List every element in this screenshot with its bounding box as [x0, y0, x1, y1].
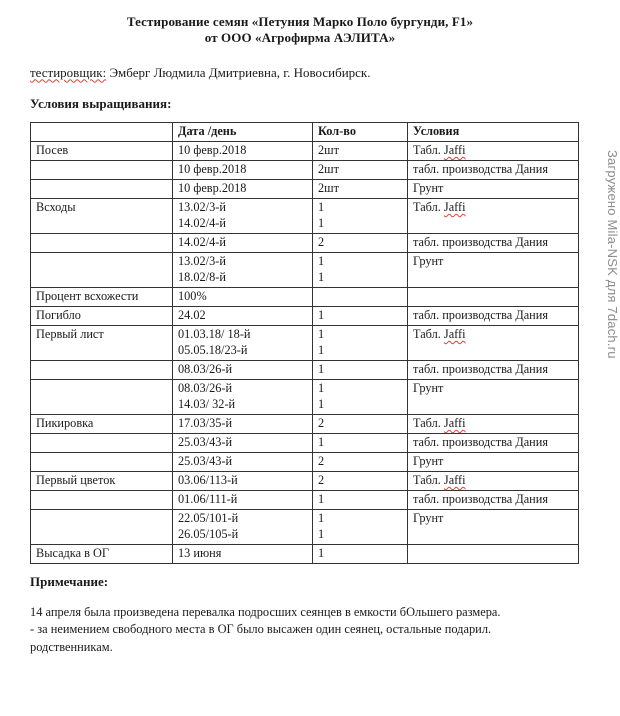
table-row [31, 199, 579, 234]
cell-stage: Высадка в ОГ [31, 544, 173, 563]
cell-date [173, 142, 313, 161]
cell-stage [31, 379, 173, 414]
quantity-value: 2шт [318, 181, 339, 196]
cell-stage: Посев [31, 142, 173, 161]
quantity-value: 1 [318, 253, 325, 268]
table-row [31, 234, 579, 253]
cell-date [173, 379, 313, 414]
table-body [31, 142, 579, 564]
cell-date [173, 325, 313, 360]
cell-quantity [313, 414, 408, 433]
date-value: 13 июня [178, 545, 222, 560]
document-title [0, 0, 600, 47]
cell-stage [31, 252, 173, 287]
cell-conditions: табл. производства Дания [408, 306, 579, 325]
cell-conditions: Табл. Jaffi [408, 471, 579, 490]
quantity-value: 2 [318, 235, 325, 249]
table-row [31, 544, 579, 563]
cell-conditions: Грунт [408, 452, 579, 471]
cell-stage [31, 234, 173, 253]
cell-date [173, 199, 313, 234]
cell-date [173, 234, 313, 253]
date-value: 14.02/4-й [178, 235, 226, 249]
cell-quantity [313, 161, 408, 180]
cell-date [173, 252, 313, 287]
date-value: 14.03/ 32-й [178, 396, 236, 411]
table-row [31, 287, 579, 306]
quantity-value: 1 [318, 380, 325, 395]
conditions-brand: Jaffi [443, 472, 466, 487]
quantity-value: 1 [318, 361, 325, 376]
quantity-value: 1 [318, 200, 325, 215]
cell-conditions [408, 544, 579, 563]
cell-conditions: табл. производства Дания [408, 433, 579, 452]
cell-date [173, 490, 313, 509]
cell-quantity [313, 252, 408, 287]
table-row [31, 471, 579, 490]
cell-quantity [313, 490, 408, 509]
growing-conditions-table [30, 122, 579, 564]
cell-stage [31, 180, 173, 199]
cell-quantity [313, 360, 408, 379]
cell-quantity [313, 287, 408, 306]
tester-value: Эмберг Людмила Дмитриевна, г. Новосибирск. [109, 64, 371, 80]
date-value: 17.03/35-й [178, 415, 233, 430]
title-line-2: от ООО «Агрофирма АЭЛИТА» [204, 30, 396, 46]
cell-date [173, 161, 313, 180]
cell-quantity [313, 234, 408, 253]
date-value: 10 февр.2018 [178, 181, 247, 196]
date-value: 13.02/3-й [178, 200, 226, 215]
quantity-value: 2 [318, 453, 325, 468]
quantity-value: 1 [318, 342, 325, 357]
date-value: 25.03/43-й [178, 434, 233, 449]
conditions-brand: Jaffi [443, 415, 466, 430]
cell-stage: Пикировка [31, 414, 173, 433]
quantity-value: 1 [318, 269, 325, 284]
date-value: 08.03/26-й [178, 361, 233, 376]
notes-body [30, 604, 570, 657]
quantity-value: 1 [318, 326, 325, 341]
date-value: 01.03.18/ 18-й [178, 326, 251, 341]
cell-stage: Процент всхожести [31, 287, 173, 306]
table-header-row [31, 123, 579, 142]
table-row [31, 379, 579, 414]
header-stage [31, 123, 173, 142]
table-row [31, 433, 579, 452]
quantity-value: 1 [318, 434, 325, 449]
date-value: 01.06/111-й [178, 491, 238, 506]
cell-date [173, 471, 313, 490]
cell-conditions: табл. производства Дания [408, 360, 579, 379]
cell-stage [31, 360, 173, 379]
cell-stage [31, 452, 173, 471]
cell-conditions: Табл. Jaffi [408, 199, 579, 234]
header-conditions: Условия [408, 123, 579, 142]
cell-conditions: Грунт [408, 509, 579, 544]
cell-conditions: табл. производства Дания [408, 490, 579, 509]
table-row [31, 142, 579, 161]
header-qty: Кол-во [313, 123, 408, 142]
cell-quantity [313, 325, 408, 360]
table-row [31, 452, 579, 471]
table-row [31, 509, 579, 544]
quantity-value: 1 [318, 545, 325, 560]
cell-date [173, 306, 313, 325]
date-value: 05.05.18/23-й [178, 342, 248, 357]
cell-conditions: Табл. Jaffi [408, 414, 579, 433]
cell-stage: Первый цветок [31, 471, 173, 490]
cell-conditions: Грунт [408, 252, 579, 287]
tester-line [30, 65, 600, 81]
cell-stage: Первый лист [31, 325, 173, 360]
cell-stage: Всходы [31, 199, 173, 234]
notes-paragraph-1: 14 апреля была произведена перевалка подросших сеянцев в емкости бОльшего размера. [30, 604, 501, 619]
date-value: 13.02/3-й [178, 253, 226, 268]
table-row [31, 252, 579, 287]
date-value: 22.05/101-й [178, 510, 239, 525]
table-row [31, 161, 579, 180]
cell-date [173, 452, 313, 471]
quantity-value: 1 [318, 526, 325, 541]
cell-conditions: Табл. Jaffi [408, 325, 579, 360]
date-value: 10 февр.2018 [178, 162, 247, 177]
watermark: Загружено Mila-NSK для 7dach.ru [605, 150, 620, 359]
growing-conditions-table-wrap [30, 122, 578, 564]
table-row [31, 360, 579, 379]
cell-date [173, 433, 313, 452]
date-value: 03.06/113-й [178, 472, 238, 487]
notes-title: Примечание: [30, 573, 109, 589]
quantity-value: 1 [318, 307, 325, 322]
notes-paragraph-2: - за неимением свободного места в ОГ было высажен один сеянец, остальные подарил. родственникам. [30, 622, 492, 654]
cell-quantity [313, 544, 408, 563]
quantity-value: 1 [318, 396, 325, 411]
quantity-value: 2 [318, 415, 325, 430]
cell-quantity [313, 452, 408, 471]
cell-stage [31, 490, 173, 509]
conditions-brand: Jaffi [443, 200, 466, 215]
cell-stage [31, 161, 173, 180]
cell-quantity [313, 509, 408, 544]
date-value: 24.02 [178, 307, 206, 322]
date-value: 26.05/105-й [178, 526, 239, 541]
cell-quantity [313, 180, 408, 199]
date-value: 18.02/8-й [178, 269, 226, 284]
cell-conditions: Табл. Jaffi [408, 142, 579, 161]
growing-conditions-heading: Условия выращивания: [30, 96, 172, 112]
table-row [31, 306, 579, 325]
quantity-value: 2шт [318, 162, 339, 177]
date-value: 14.02/4-й [178, 216, 226, 231]
cell-stage: Погибло [31, 306, 173, 325]
cell-quantity [313, 306, 408, 325]
cell-date [173, 287, 313, 306]
cell-date [173, 414, 313, 433]
cell-date [173, 360, 313, 379]
cell-quantity [313, 379, 408, 414]
conditions-brand: Jaffi [443, 143, 466, 158]
cell-date [173, 509, 313, 544]
title-line-1: Тестирование семян «Петуния Марко Поло бургунди, F1» [126, 14, 474, 29]
quantity-value: 1 [318, 216, 325, 231]
cell-quantity [313, 199, 408, 234]
cell-conditions: Грунт [408, 379, 579, 414]
cell-conditions: табл. производства Дания [408, 161, 579, 180]
quantity-value: 2шт [318, 143, 339, 158]
date-value: 100% [178, 288, 207, 303]
cell-date [173, 544, 313, 563]
cell-stage [31, 509, 173, 544]
cell-conditions: табл. производства Дания [408, 234, 579, 253]
tester-label: тестировщик: [30, 64, 107, 80]
header-date: Дата /день [173, 123, 313, 142]
cell-conditions [408, 287, 579, 306]
table-row [31, 325, 579, 360]
date-value: 10 февр.2018 [178, 143, 247, 158]
date-value: 08.03/26-й [178, 380, 233, 395]
date-value: 25.03/43-й [178, 453, 233, 468]
table-row [31, 180, 579, 199]
quantity-value: 2 [318, 472, 325, 487]
conditions-brand: Jaffi [443, 326, 466, 341]
quantity-value: 1 [318, 491, 325, 506]
table-row [31, 414, 579, 433]
cell-date [173, 180, 313, 199]
table-row [31, 490, 579, 509]
cell-quantity [313, 471, 408, 490]
cell-quantity [313, 142, 408, 161]
cell-stage [31, 433, 173, 452]
cell-conditions: Грунт [408, 180, 579, 199]
quantity-value: 1 [318, 510, 325, 525]
cell-quantity [313, 433, 408, 452]
